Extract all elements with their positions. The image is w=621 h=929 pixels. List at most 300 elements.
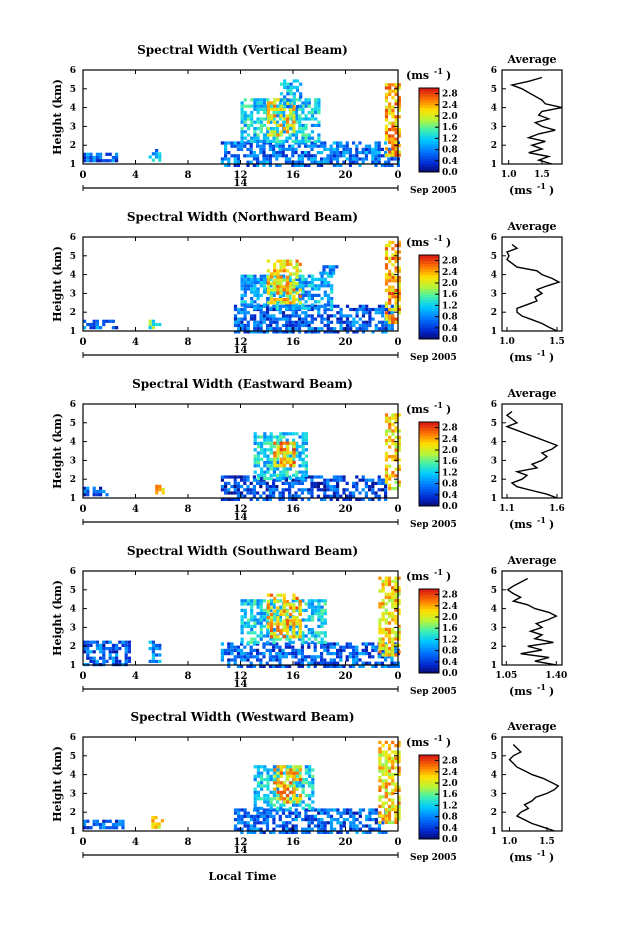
heatmap-cell [388,821,391,824]
heatmap-cell [237,646,240,649]
heatmap-cell [250,303,253,306]
heatmap-cell [290,83,293,86]
colorbar-segment [419,489,439,492]
heatmap-cell [253,284,256,287]
colorbar-segment [419,797,439,800]
heatmap-cell [381,482,384,485]
heatmap-cell [283,288,286,291]
heatmap-cell [305,772,308,775]
heatmap-cell [244,311,247,314]
heatmap-cell [158,826,161,829]
heatmap-cell [362,475,365,478]
profile-line [507,412,557,499]
heatmap-cell [221,485,224,488]
heatmap-cell [273,597,276,600]
heatmap-cell [279,471,282,474]
heatmap-cell [221,649,224,652]
heatmap-cell [356,824,359,827]
heatmap-cell [299,295,302,298]
heatmap-cell [388,747,391,750]
heatmap-cell [237,488,240,491]
heatmap-cell [388,621,391,624]
heatmap-cell [310,154,313,157]
heatmap-cell [308,815,311,818]
heatmap-cell [340,314,343,317]
heatmap-cell [115,156,118,159]
heatmap-cell [314,98,317,101]
heatmap-cell [234,154,237,157]
heatmap-cell [283,791,286,794]
heatmap-cell [385,609,388,612]
heatmap-cell [395,429,398,432]
heatmap-cell [273,778,276,781]
heatmap-cell [327,284,330,287]
heatmap-cell [391,128,394,131]
profile-y-tick-label: 6 [490,66,497,76]
profile-panel [491,220,565,364]
heatmap-cell [395,147,398,150]
heatmap-cell [332,272,335,275]
heatmap-cell [244,275,247,278]
heatmap-cell [266,464,269,467]
heatmap-cell [378,644,381,647]
heatmap-cell [378,821,381,824]
heatmap-cell [266,784,269,787]
heatmap-cell [253,127,256,130]
heatmap-cell [279,101,282,104]
heatmap-cell [385,318,388,321]
heatmap-cell [388,641,391,644]
heatmap-cell [149,647,152,650]
heatmap-cell [355,658,358,661]
heatmap-cell [89,650,92,653]
heatmap-cell [267,288,270,291]
heatmap-cell [224,652,227,655]
heatmap-cell [260,815,263,818]
heatmap-cell [385,263,388,266]
heatmap-cell [234,491,237,494]
x-tick-label: 20 [338,671,353,682]
heatmap-cell [260,318,263,321]
heatmap-cell [263,618,266,621]
heatmap-cell [266,314,269,317]
heatmap-cell [378,828,381,831]
heatmap-cell [286,99,289,102]
heatmap-cell [346,495,349,498]
heatmap-cell [385,754,388,757]
heatmap-cell [388,109,391,112]
y-axis-label: Height (km) [51,413,64,489]
colorbar-tick-label: 2.0 [442,112,458,122]
heatmap-cell [349,161,352,164]
heatmap-cell [260,778,263,781]
heatmap-cell [382,779,385,782]
heatmap-cell [388,484,391,487]
heatmap-cell [279,804,282,807]
heatmap-cell [257,297,260,300]
heatmap-cell [270,594,273,597]
heatmap-cell [149,641,152,644]
heatmap-cell [292,632,295,635]
heatmap-cell [385,577,388,580]
heatmap-cell [112,320,115,323]
heatmap-cell [244,303,247,306]
heatmap-cell [96,660,99,663]
heatmap-cell [368,479,371,482]
heatmap-cell [280,298,283,301]
heatmap-cell [267,117,270,120]
heatmap-cell [388,90,391,93]
profile-y-tick-label: 1 [490,494,497,504]
x-tick-label: 20 [338,170,353,181]
heatmap-cell [314,475,317,478]
heatmap-cell [302,781,305,784]
heatmap-cell [253,821,256,824]
heatmap-cell [308,314,311,317]
heatmap-cell [324,641,327,644]
heatmap-cell [270,445,273,448]
heatmap-cell [310,495,313,498]
heatmap-cell [308,828,311,831]
heatmap-cell [302,788,305,791]
heatmap-cell [301,124,304,127]
heatmap-cell [299,768,302,771]
heatmap-cell [382,628,385,631]
heatmap-cell [158,660,161,663]
heatmap-cell [257,294,260,297]
heatmap-cell [263,133,266,136]
heatmap-cell [311,775,314,778]
heatmap-cell [257,455,260,458]
heatmap-cell [299,775,302,778]
heatmap-cell [283,800,286,803]
heatmap-cell [349,808,352,811]
y-tick-label: 1 [69,160,76,170]
heatmap-cell [253,137,256,140]
heatmap-cell [381,488,384,491]
heatmap-cell [352,482,355,485]
heatmap-cell [273,263,276,266]
heatmap-cell [277,772,280,775]
heatmap-cell [388,292,391,295]
heatmap-cell [317,808,320,811]
heatmap-cell [254,778,257,781]
heatmap-cell [378,495,381,498]
heatmap-cell [362,662,365,665]
heatmap-cell [267,279,270,282]
heatmap-cell [250,824,253,827]
heatmap-cell [276,812,279,815]
heatmap-cell [250,124,253,127]
heatmap-cell [385,452,388,455]
heatmap-cell [257,307,260,310]
heatmap-cell [352,646,355,649]
heatmap-cell [260,622,263,625]
heatmap-cell [276,127,279,130]
heatmap-cell [288,646,291,649]
heatmap-cell [269,324,272,327]
heatmap-cell [276,279,279,282]
heatmap-cell [381,311,384,314]
heatmap-cell [305,602,308,605]
heatmap-cell [253,818,256,821]
heatmap-cell [244,124,247,127]
y-tick-label: 5 [69,418,76,429]
heatmap-cell [263,815,266,818]
heatmap-cell [388,487,391,490]
heatmap-cell [263,111,266,114]
heatmap-cell [394,653,397,656]
heatmap-cell [286,83,289,86]
heatmap-cell [311,114,314,117]
heatmap-cell [378,605,381,608]
heatmap-cell [289,467,292,470]
heatmap-cell [352,652,355,655]
heatmap-cell [298,324,301,327]
heatmap-cell [362,652,365,655]
heatmap-cell [263,439,266,442]
heatmap-cell [273,279,276,282]
heatmap-cell [310,488,313,491]
heatmap-cell [385,86,388,89]
heatmap-cell [308,117,311,120]
heatmap-cell [391,647,394,650]
unit-exponent: -1 [434,66,443,76]
heatmap-cell [96,323,99,326]
x-tick-label: 12 [233,170,248,181]
heatmap-cell [395,295,398,298]
heatmap-cell [288,145,291,148]
heatmap-cell [257,442,260,445]
heatmap-cell [253,108,256,111]
heatmap-cell [285,828,288,831]
heatmap-cell [388,757,391,760]
heatmap-cell [330,821,333,824]
heatmap-cell [320,662,323,665]
heatmap-cell [283,626,286,629]
heatmap-cell [321,609,324,612]
heatmap-cell [290,86,293,89]
heatmap-cell [286,282,289,285]
heatmap-cell [260,812,263,815]
heatmap-cell [308,807,311,810]
heatmap-cell [285,157,288,160]
profile-panel [491,387,565,531]
heatmap-cell [257,794,260,797]
heatmap-cell [254,807,257,810]
heatmap-cell [321,599,324,602]
heatmap-cell [317,284,320,287]
colorbar-tick-label: 1.6 [442,457,458,468]
heatmap-cell [244,615,247,618]
date-label: Sep 2005 [410,853,457,863]
heatmap-cell [378,151,381,154]
colorbar-segment [419,631,439,634]
colorbar-segment [419,119,439,122]
heatmap-cell [285,307,288,310]
heatmap-cell [317,485,320,488]
profile-y-tick-label: 2 [490,141,497,152]
colorbar-tick-label: 0.0 [442,168,458,178]
heatmap-cell [388,141,391,144]
heatmap-cell [99,156,102,159]
heatmap-cell [378,602,381,605]
x-tick-label: 0 [394,504,402,515]
heatmap-cell [324,634,327,637]
heatmap-cell [374,154,377,157]
heatmap-cell [247,284,250,287]
heatmap-cell [388,445,391,448]
heatmap-cell [308,768,311,771]
heatmap-cell [339,141,342,144]
heatmap-cell [388,298,391,301]
colorbar-segment [419,486,439,489]
heatmap-cell [253,824,256,827]
heatmap-cell [266,797,269,800]
heatmap-cell [391,295,394,298]
heatmap-cell [276,622,279,625]
heatmap-cell [293,791,296,794]
heatmap-cell [276,269,279,272]
heatmap-cell [391,644,394,647]
heatmap-cell [296,89,299,92]
heatmap-cell [388,318,391,321]
colorbar-segment [419,822,439,825]
heatmap-cell [375,812,378,815]
heatmap-cell [86,490,89,493]
heatmap-cell [391,757,394,760]
heatmap-cell [247,303,250,306]
x-tick-label: 0 [394,170,402,181]
profile-y-tick-label: 6 [490,567,497,577]
heatmap-cell [276,321,279,324]
heatmap-cell [257,477,260,480]
heatmap-cell [299,610,302,613]
heatmap-cell [263,794,266,797]
heatmap-cell [395,279,398,282]
heatmap-cell [247,133,250,136]
heatmap-cell [308,804,311,807]
heatmap-cell [304,145,307,148]
heatmap-cell [247,599,250,602]
heatmap-cell [301,137,304,140]
heatmap-cell [269,495,272,498]
heatmap-cell [230,649,233,652]
heatmap-cell [277,765,280,768]
heatmap-cell [385,465,388,468]
heatmap-cell [247,812,250,815]
heatmap-cell [395,318,398,321]
heatmap-cell [388,86,391,89]
heatmap-cell [372,808,375,811]
heatmap-cell [230,475,233,478]
heatmap-cell [391,586,394,589]
heatmap-cell [382,805,385,808]
colorbar-segment [419,108,439,111]
colorbar-tick-label: 1.2 [442,301,458,312]
heatmap-cell [323,662,326,665]
heatmap-cell [291,655,294,658]
heatmap-cell [280,784,283,787]
heatmap-cell [277,445,280,448]
heatmap-cell [276,626,279,629]
heatmap-cell [259,482,262,485]
colorbar-segment [419,286,439,289]
heatmap-cell [385,417,388,420]
heatmap-cell [362,488,365,491]
heatmap-cell [326,154,329,157]
heatmap-cell [336,475,339,478]
heatmap-cell [289,260,292,263]
heatmap-cell [385,442,388,445]
heatmap-cell [327,808,330,811]
heatmap-cell [388,128,391,131]
heatmap-cell [375,818,378,821]
heatmap-cell [368,314,371,317]
heatmap-cell [388,474,391,477]
colorbar-segment [419,289,439,292]
heatmap-cell [298,327,301,330]
heatmap-cell [395,289,398,292]
heatmap-cell [378,141,381,144]
heatmap-cell [250,606,253,609]
heatmap-cell [314,140,317,143]
heatmap-cell [346,327,349,330]
heatmap-cell [378,475,381,478]
heatmap-cell [285,808,288,811]
heatmap-cell [151,819,154,822]
heatmap-cell [384,658,387,661]
profile-line [512,78,562,165]
heatmap-cell [308,784,311,787]
heatmap-cell [237,495,240,498]
heatmap-cell [263,124,266,127]
heatmap-cell [388,776,391,779]
heatmap-cell [295,824,298,827]
heatmap-cell [234,485,237,488]
heatmap-cell [359,821,362,824]
heatmap-cell [266,477,269,480]
heatmap-cell [327,281,330,284]
heatmap-cell [273,797,276,800]
heatmap-cell [314,157,317,160]
heatmap-cell [395,93,398,96]
heatmap-cell [382,814,385,817]
heatmap-cell [314,105,317,108]
heatmap-cell [259,485,262,488]
heatmap-cell [292,314,295,317]
heatmap-cell [346,321,349,324]
heatmap-cell [267,616,270,619]
heatmap-cell [254,765,257,768]
heatmap-cell [336,495,339,498]
heatmap-cell [115,657,118,660]
heatmap-cell [362,327,365,330]
heatmap-cell [293,445,296,448]
heatmap-cell [343,812,346,815]
heatmap-cell [359,305,362,308]
colorbar-segment [419,99,439,102]
heatmap-cell [260,474,263,477]
heatmap-cell [342,475,345,478]
heatmap-cell [340,318,343,321]
heatmap-cell [340,812,343,815]
heatmap-cell [299,632,302,635]
heatmap-cell [125,650,128,653]
heatmap-cell [280,285,283,288]
heatmap-cell [391,596,394,599]
heatmap-cell [388,773,391,776]
